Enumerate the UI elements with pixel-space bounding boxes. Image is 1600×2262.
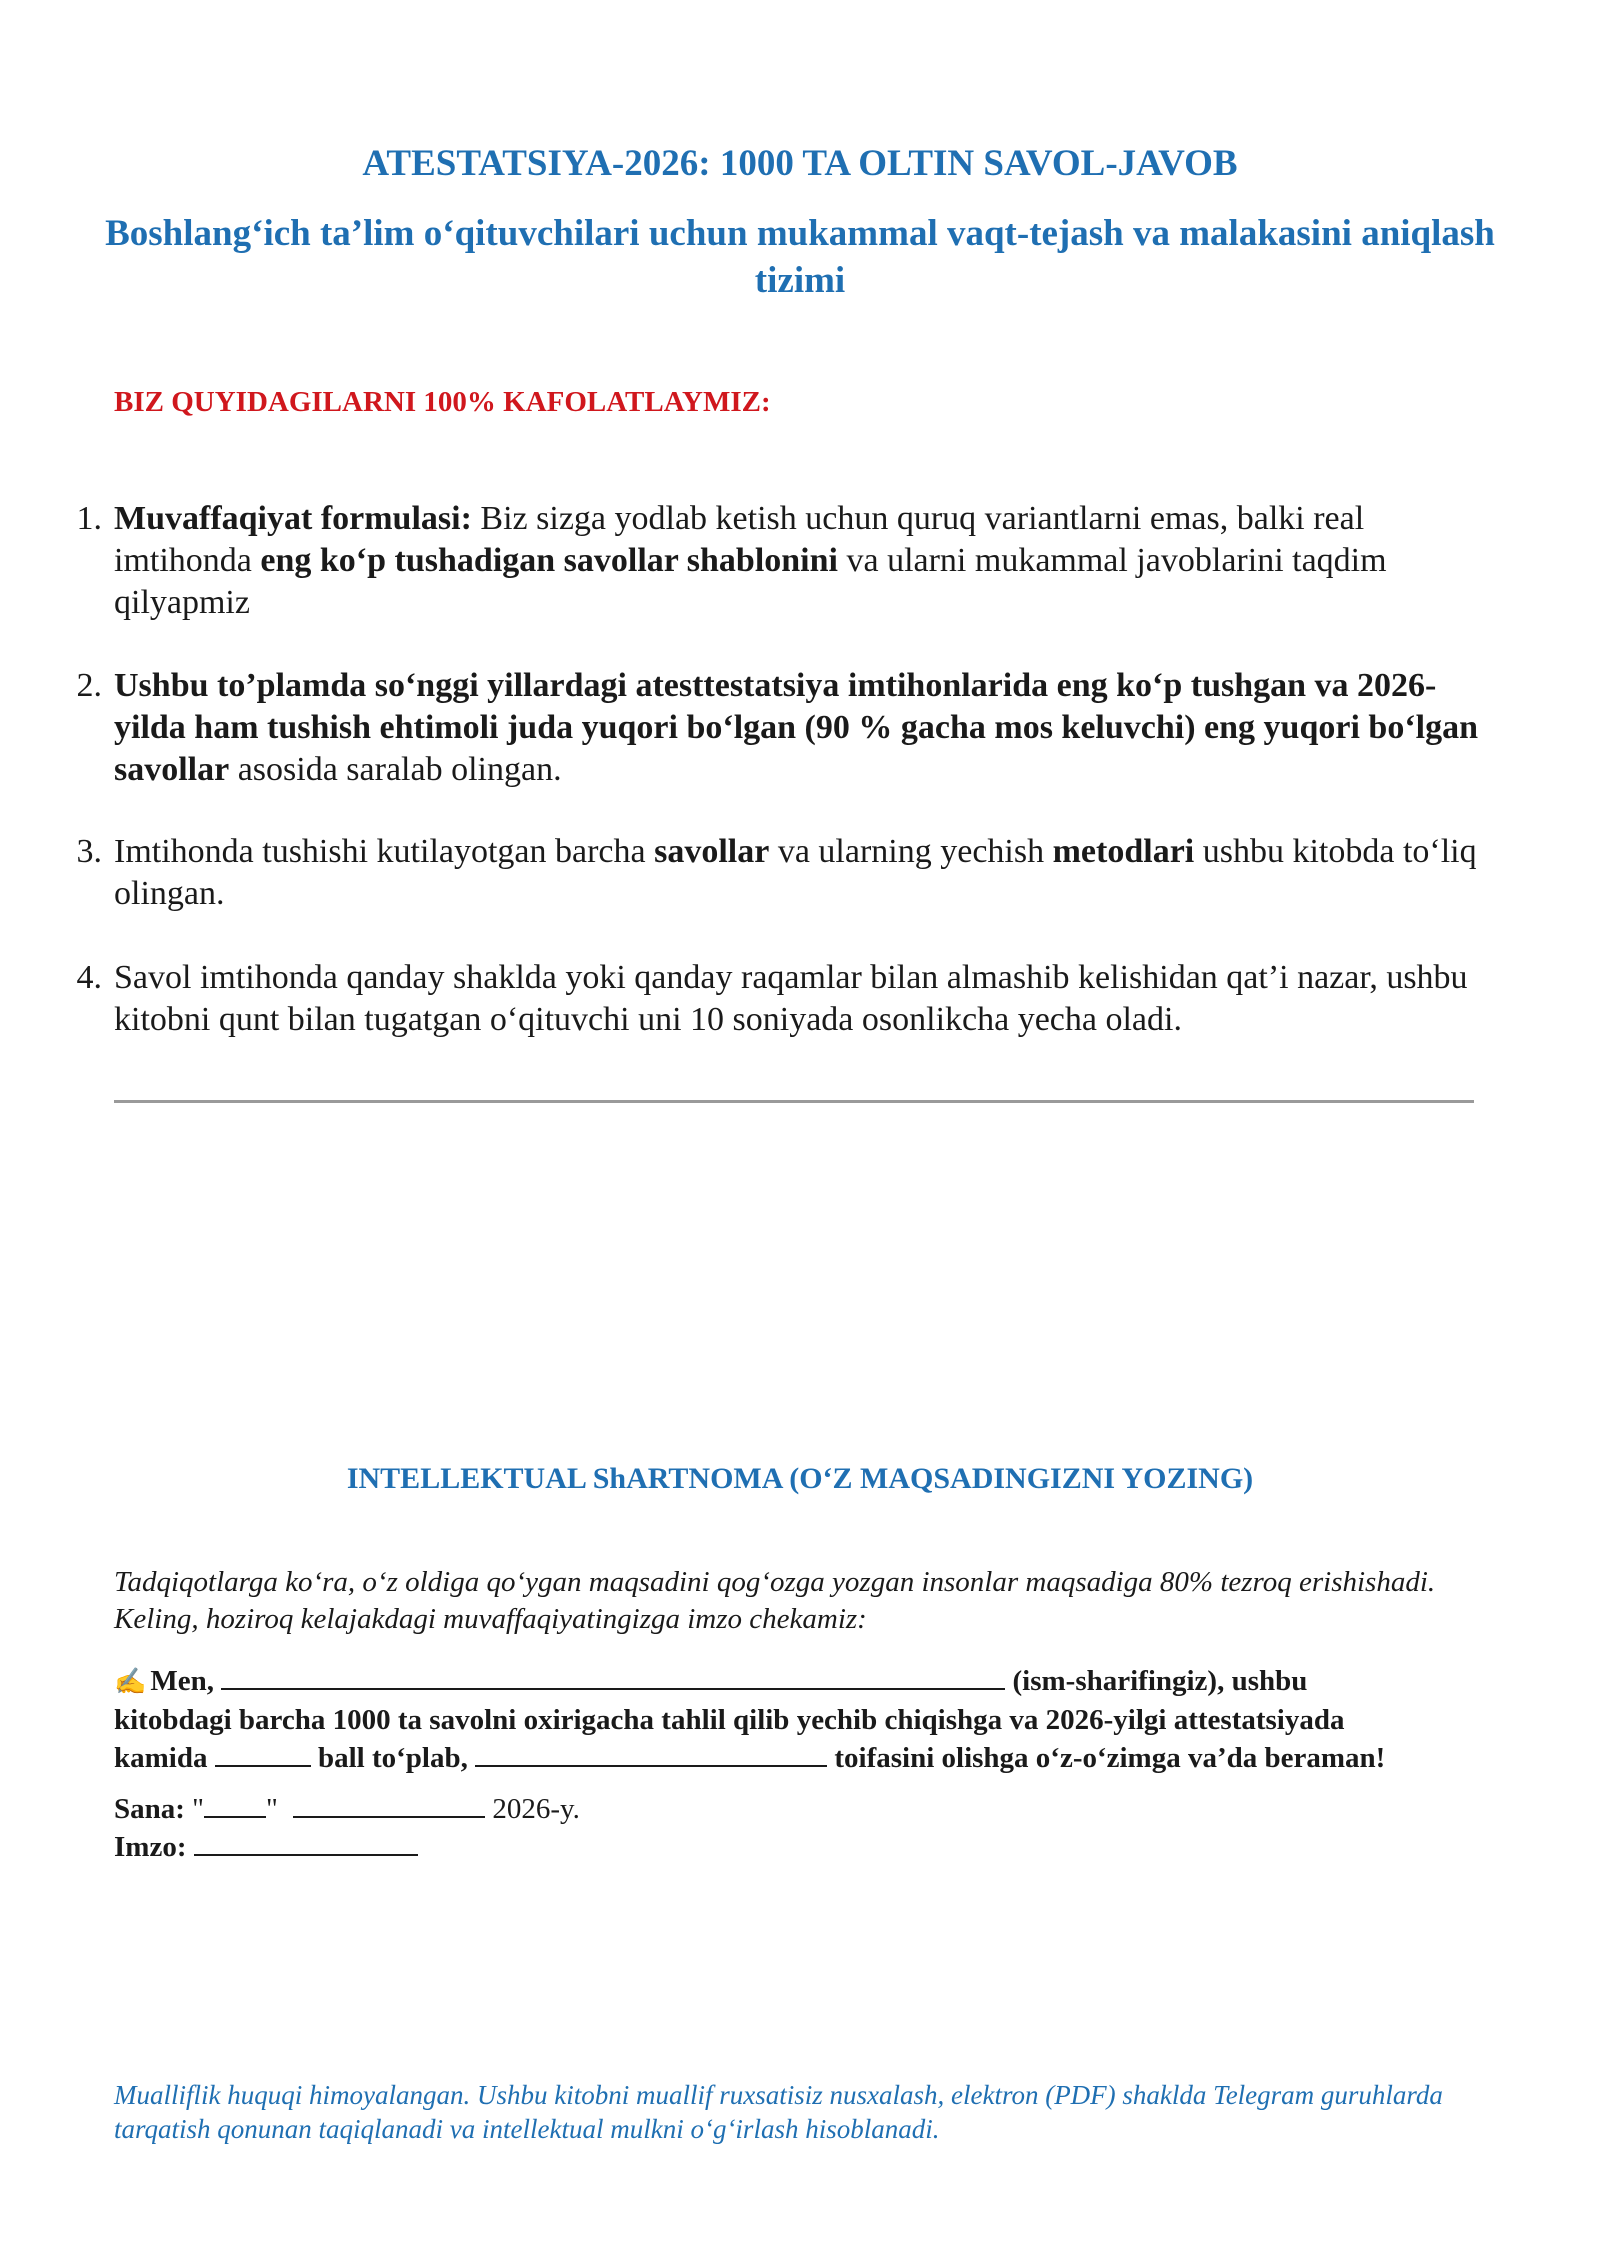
list-item xyxy=(76,831,1494,915)
pledge-kamida: kamida xyxy=(114,1742,208,1774)
guarantee-heading: BIZ QUYIDAGILARNI 100% KAFOLATLAYMIZ: xyxy=(114,386,771,418)
list-item-number: 4. xyxy=(76,959,102,996)
pledge-ball: ball to‘plab, xyxy=(317,1742,468,1774)
list-item xyxy=(76,957,1494,1041)
date-open-quote: " xyxy=(192,1793,205,1825)
list-item-text: Savol imtihonda qanday shaklda yoki qanday raqamlar bilan almashib kelishidan qat’i nazar, ushbu kitobni qunt bilan tugatgan o‘qituvchi uni 10 soniyada osonlikcha yecha oladi. xyxy=(114,959,1468,1038)
list-item-text: Imtihonda tushishi kutilayotgan barcha xyxy=(114,833,655,870)
copyright-notice: Mualliflik huquqi himoyalangan. Ushbu kitobni muallif ruxsatisiz nusxalash, elektron (PDF) shaklda Telegram guruhlarda tarqatish qonunan taqiqlanadi va intellektual mulkni o‘g‘irlash hisoblanadi. xyxy=(114,2080,1443,2144)
section-divider xyxy=(114,1100,1474,1103)
document-subtitle: Boshlang‘ich ta’lim o‘qituvchilari uchun mukammal vaqt-tejash va malakasini aniqlash tizimi xyxy=(105,213,1495,301)
signature-blank[interactable] xyxy=(194,1828,418,1856)
contract-title: INTELLEKTUAL ShARTNOMA (O‘Z MAQSADINGIZNI YOZING) xyxy=(346,1462,1254,1495)
document-title: ATESTATSIYA-2026: 1000 TA OLTIN SAVOL-JAVOB xyxy=(362,143,1238,184)
pledge-name-hint: (ism-sharifingiz), ushbu xyxy=(1012,1665,1308,1697)
pledge-line-2: kitobdagi barcha 1000 ta savolni oxirigacha tahlil qilib yechib chiqishga va 2026-yilgi attestatsiyada xyxy=(114,1704,1345,1736)
list-item-number: 2. xyxy=(76,667,102,704)
pen-icon: ✍ xyxy=(114,1667,147,1696)
name-blank[interactable] xyxy=(221,1662,1005,1690)
pledge-men: Men, xyxy=(150,1665,214,1697)
signature-line xyxy=(114,1828,418,1866)
list-item-bold: savollar xyxy=(654,833,770,870)
signature-label: Imzo: xyxy=(114,1831,187,1863)
category-blank[interactable] xyxy=(475,1739,827,1767)
list-item-bold: eng ko‘p tushadigan savollar shablonini xyxy=(260,542,838,579)
list-item-text: Biz sizga yodlab ketish uchun quruq variantlarni emas, balki real imtihonda xyxy=(114,500,1365,579)
date-line xyxy=(114,1790,580,1828)
list-item-text: va ularning yechish xyxy=(769,833,1053,870)
contract-intro: Tadqiqotlarga ko‘ra, o‘z oldiga qo‘ygan maqsadini qog‘ozga yozgan insonlar maqsadiga 80% tezroq erishishadi. Keling, hoziroq kelajakdagi muvaffaqiyatingizga imzo chekamiz: xyxy=(114,1566,1436,1635)
list-item-number: 3. xyxy=(76,833,102,870)
pledge-text xyxy=(114,1662,1514,1777)
date-year: 2026-y. xyxy=(492,1793,580,1825)
list-item-text: ushbu kitobda to‘liq olingan. xyxy=(114,833,1477,912)
list-item-bold: Ushbu to’plamda so‘nggi yillardagi atesttestatsiya imtihonlarida eng ko‘p tushgan va 2026-yilda ham tushish ehtimoli juda yuqori bo‘lgan (90 % gacha mos keluvchi) eng yuqori bo‘lgan savollar xyxy=(114,667,1479,788)
date-close-quote: " xyxy=(266,1793,278,1825)
list-item-bold: Muvaffaqiyat formulasi: xyxy=(114,500,472,537)
score-blank[interactable] xyxy=(215,1739,311,1767)
list-item xyxy=(76,498,1494,624)
list-item-number: 1. xyxy=(76,500,102,537)
month-blank[interactable] xyxy=(293,1790,485,1818)
pledge-toifa: toifasini olishga o‘z-o‘zimga va’da beraman! xyxy=(834,1742,1386,1774)
list-item-text: asosida saralab olingan. xyxy=(229,751,562,788)
date-label: Sana: xyxy=(114,1793,185,1825)
day-blank[interactable] xyxy=(204,1790,266,1818)
list-item-bold: metodlari xyxy=(1052,833,1195,870)
list-item-text: va ularni mukammal javoblarini taqdim qilyapmiz xyxy=(114,542,1387,621)
list-item xyxy=(76,665,1494,791)
